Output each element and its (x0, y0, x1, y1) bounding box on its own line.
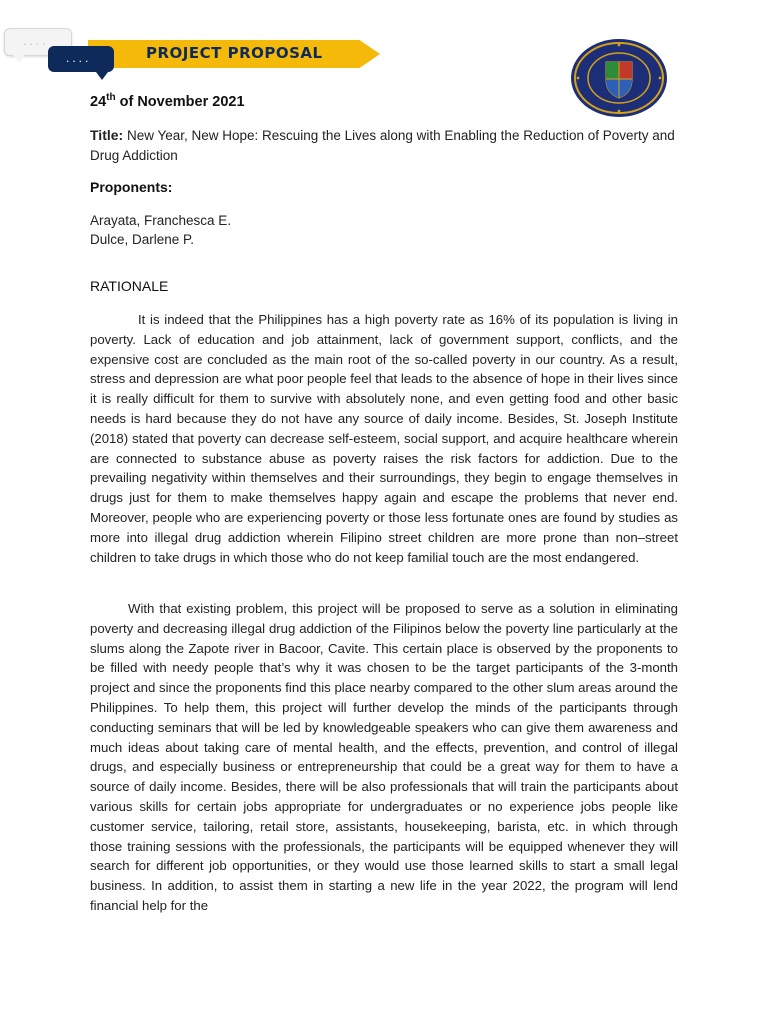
proponent-name: Arayata, Franchesca E. (90, 213, 232, 228)
document-title (90, 125, 690, 166)
chat-bubble-dark-icon (48, 46, 114, 72)
section-heading-rationale: RATIONALE (90, 278, 169, 294)
banner-title: PROJECT PROPOSAL (146, 44, 323, 62)
title-text: New Year, New Hope: Rescuing the Lives along with Enabling the Reduction of Poverty and Drug Addiction (90, 128, 675, 163)
proponents-heading: Proponents: (90, 179, 173, 195)
document-date (90, 92, 245, 110)
bubble-dots: .... (66, 51, 92, 65)
rationale-paragraph-1: It is indeed that the Philippines has a high poverty rate as 16% of its population is living in poverty. Lack of education and job attainment, lack of government support, conflicts, and the expensive cost are concluded as the main root of the so-called poverty in our country. As a result, stress and depression are what poor people feel that leads to the absence of hope in their lives since it is really difficult for them to survive with absolutely none, and even getting food and other basic needs is hard because they do not have any source of daily income. Besides, St. Joseph Institute (2018) stated that poverty can decrease self-esteem, social support, and acquire healthcare wherein are connected to substance abuse as poverty raises the risk factors for addiction. Due to the prevailing negativity within themselves and their surroundings, they begin to engage themselves in drugs just for them to make themselves happy again and escape the problems that never end. Moreover, people who are experiencing poverty or those less fortunate ones are found by studies as more into illegal drug addiction wherein Filipino street children are more prone than non–street children to take drugs in which those who do not keep familial touch are the most endangered. (90, 312, 678, 565)
school-seal-icon (570, 38, 668, 118)
rationale-paragraph-2: With that existing problem, this project will be proposed to serve as a solution in eliminating poverty and decreasing illegal drug addiction of the Filipinos below the poverty line particularly at the slums along the Zapote river in Bacoor, Cavite. This certain place is observed by the proponents to be filled with needy people that’s why it was chosen to be the target participants of the 3-month project and since the proponents find this place nearby compared to the other slum areas around the Philippines. To help them, this project will further develop the minds of the participants through conducting seminars that will be led by knowledgeable speakers who can give them awareness and much ideas about taking care of mental health, and the effects, prevention, and control of illegal drugs, and especially business or entrepreneurship that could be a great way for them to have a source of daily income. Besides, there will be also professionals that will train the participants about various skills for certain jobs appropriate for undergraduates or no experience jobs people like customer service, tailoring, retail store, assistants, housekeeping, barista, etc. in which through those training sessions with the professionals, the participants will be equipped whenever they will search for different job opportunities, or they would use those learned skills to start a small legal business. In addition, to assist them in starting a new life in the year 2022, the program will lend financial help for the (90, 601, 678, 913)
date-day: 24 (90, 93, 107, 110)
bubble-dots: .... (23, 34, 49, 48)
date-rest: of November 2021 (115, 93, 245, 110)
proponent-name: Dulce, Darlene P. (90, 232, 195, 247)
title-label: Title: (90, 127, 124, 143)
date-suffix: th (106, 92, 116, 103)
proponents-list (90, 211, 231, 249)
